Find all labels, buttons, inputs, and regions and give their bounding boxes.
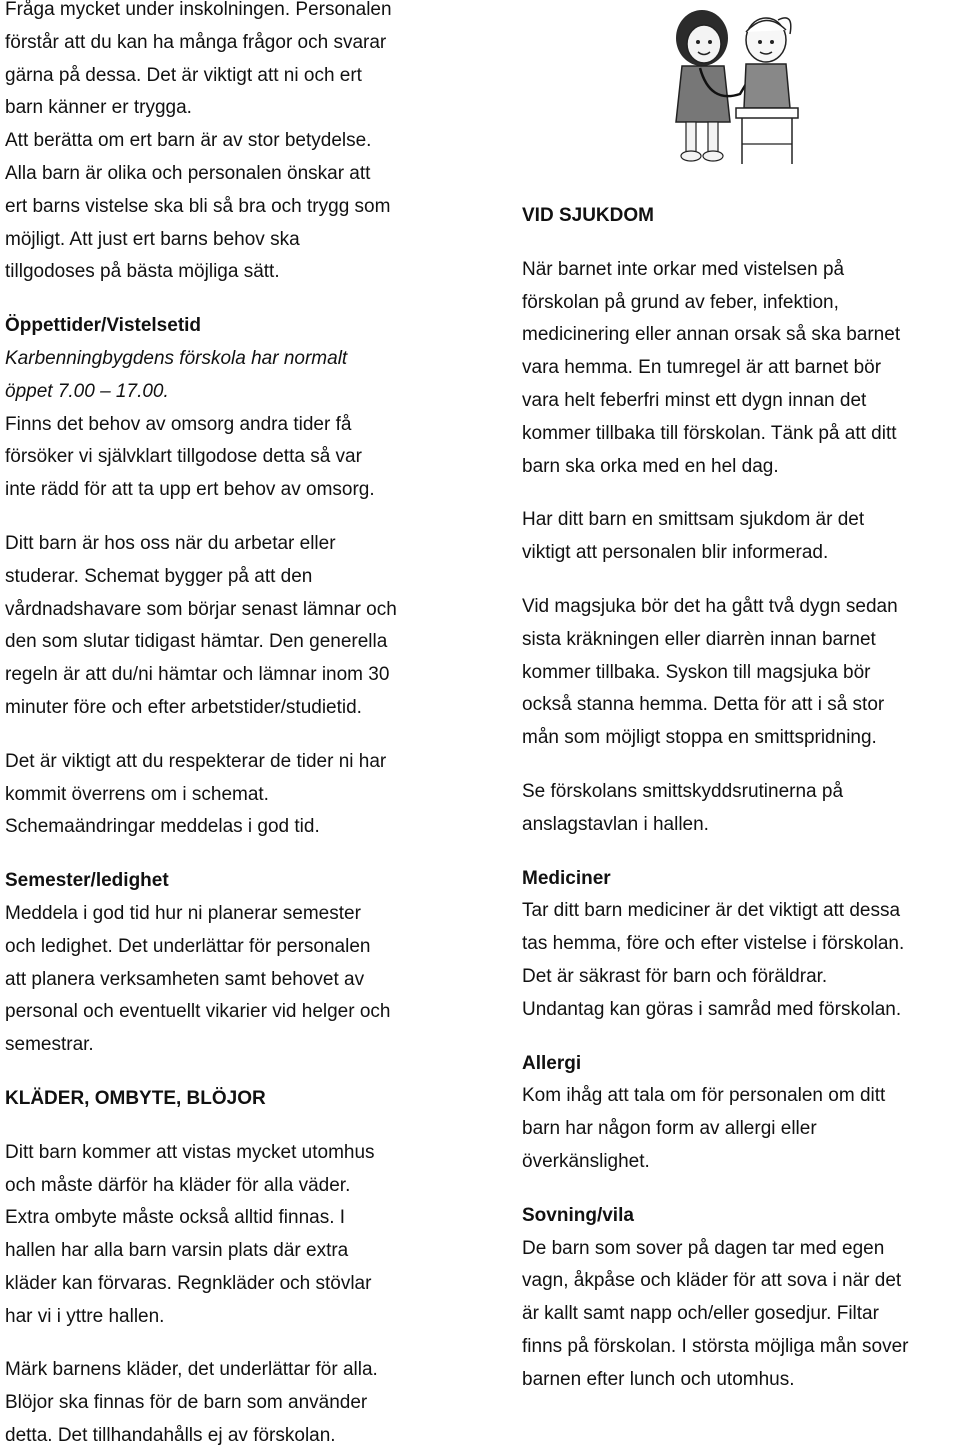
children-doctor-illustration [660, 4, 800, 172]
medicine-heading: Mediciner [522, 867, 611, 889]
intro-paragraph: Fråga mycket under inskolningen. Personalen förstår att du kan ha många frågor och svarar gärna på dessa. Det är viktigt att ni och ert barn känner er trygga. Att berätta om ert barn är av stor betydelse. Alla barn är olika och personalen önskar att ert barns vistelse ska bli så bra och trygg som möjligt. Att just ert barns behov ska tillgodoses på bästa möjliga sätt. [5, 0, 392, 283]
sleep-paragraph: De barn som sover på dagen tar med egen vagn, åkpåse och kläder för att sova i när det är kallt samt napp och/eller gosedjur. Filtar finns på förskolan. I största möjliga mån sover barnen efter lunch och utomhus. [522, 1237, 909, 1390]
opening-hours-text: Finns det behov av omsorg andra tider få försöker vi självklart tillgodose detta så var inte rädd för att ta upp ert behov av omsorg. [5, 413, 375, 501]
labels-paragraph: Märk barnens kläder, det underlättar för alla. Blöjor ska finnas för de barn som använder detta. Det tillhandahålls ej av förskolan. [5, 1359, 378, 1447]
sleep-heading: Sovning/vila [522, 1204, 634, 1226]
medicine-paragraph: Tar ditt barn mediciner är det viktigt att dessa tas hemma, före och efter vistelse i förskolan. Det är säkrast för barn och föräldrar. Undantag kan göras i samråd med förskolan. [522, 900, 905, 1020]
holiday-paragraph: Meddela i god tid hur ni planerar semester och ledighet. Det underlättar för personalen att planera verksamheten samt behovet av personal och eventuellt vikarier vid helger och semestrar. [5, 902, 391, 1056]
stomach-bug-paragraph: Vid magsjuka bör det ha gått två dygn sedan sista kräkningen eller diarrèn innan barnet kommer tillbaka. Syskon till magsjuka bör också stanna hemma. Detta för att i så stor mån som möjligt stoppa en smittspridning. [522, 595, 898, 749]
contagious-paragraph: Har ditt barn en smittsam sjukdom är det viktigt att personalen blir informerad. [522, 509, 865, 564]
routines-paragraph: Se förskolans smittskyddsrutinerna på anslagstavlan i hallen. [522, 780, 844, 835]
clothes-heading: KLÄDER, OMBYTE, BLÖJOR [5, 1087, 266, 1109]
clothes-paragraph: Ditt barn kommer att vistas mycket utomhus och måste därför ha kläder för alla väder. Extra ombyte måste också alltid finnas. I hallen har alla barn varsin plats där extra kläder kan förvaras. Regnkläder och stövlar har vi i yttre hallen. [5, 1141, 375, 1327]
right-column [522, 200, 960, 1397]
respect-paragraph: Det är viktigt att du respekterar de tider ni har kommit överrens om i schemat. Schemaändringar meddelas i god tid. [5, 750, 387, 838]
allergy-paragraph: Kom ihåg att tala om för personalen om ditt barn har någon form av allergi eller överkänslighet. [522, 1085, 886, 1172]
sickness-heading: VID SJUKDOM [522, 205, 654, 226]
opening-hours-italic: Karbenningbygdens förskola har normalt öppet 7.00 – 17.00. [5, 347, 348, 402]
holiday-heading: Semester/ledighet [5, 870, 169, 892]
allergy-heading: Allergi [522, 1052, 582, 1074]
schedule-paragraph: Ditt barn är hos oss när du arbetar eller studerar. Schemat bygger på att den vårdnadshavare som börjar senast lämnar och den som slutar tidigast hämtar. Den generella regeln är att du/ni hämtar och lämnar inom 30 minuter före och efter arbetstider/studietid. [5, 532, 397, 718]
sickness-paragraph: När barnet inte orkar med vistelsen på förskolan på grund av feber, infektion, medicinering eller annan orsak så ska barnet vara hemma. En tumregel är att barnet bör vara helt feberfri minst ett dygn innan det kommer tillbaka till förskolan. Tänk på att ditt barn ska orka med en hel dag. [522, 258, 901, 477]
left-column [5, 0, 475, 1453]
opening-hours-heading: Öppettider/Vistelsetid [5, 315, 202, 337]
